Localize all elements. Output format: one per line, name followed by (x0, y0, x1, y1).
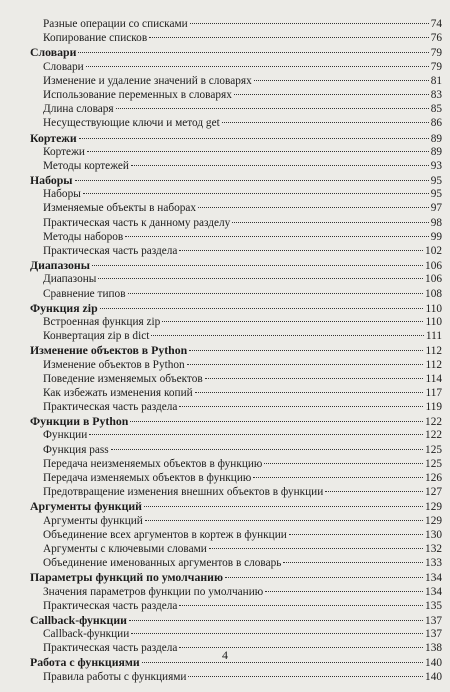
toc-entry-title: Практическая часть к данному разделу (43, 216, 231, 229)
toc-entry-title: Диапазоны (43, 273, 97, 286)
toc-entry-page: 81 (430, 74, 442, 87)
toc-entry-title: Разные операции со списками (43, 18, 188, 30)
toc-entry-title: Аргументы с ключевыми словами (43, 542, 207, 555)
toc-entry-title: Как избежать изменения копий (43, 386, 193, 399)
toc-chapter-entry (30, 570, 442, 584)
dot-leader (187, 364, 424, 365)
toc-entry-page: 129 (425, 501, 442, 514)
toc-entry-title: Наборы (43, 188, 81, 201)
toc-section-entry (30, 627, 442, 641)
toc-entry-page: 111 (425, 330, 442, 343)
toc-section-entry (30, 60, 442, 74)
toc-entry-title: Сравнение типов (43, 287, 126, 300)
dot-leader (234, 94, 429, 95)
toc-entry-page: 126 (425, 472, 442, 484)
toc-section-entry (30, 230, 442, 244)
dot-leader (253, 477, 423, 478)
toc-entry-title: Изменение объектов в Python (43, 358, 185, 371)
toc-entry-page: 79 (430, 60, 442, 73)
dot-leader (189, 350, 423, 351)
toc-entry-page: 86 (430, 117, 442, 130)
dot-leader (325, 491, 423, 492)
toc-chapter-entry (30, 613, 442, 627)
toc-entry-page: 122 (425, 416, 442, 429)
toc-entry-title: Значения параметров функции по умолчанию (43, 585, 264, 598)
dot-leader (162, 321, 423, 322)
toc-section-entry (30, 471, 442, 485)
toc-entry-title: Поведение изменяемых объектов (43, 372, 203, 385)
toc-entry-title: Аргументы функций (30, 499, 142, 514)
toc-entry-title: Кортежи (43, 145, 85, 158)
toc-entry-title: Словари (30, 45, 77, 60)
toc-entry-title: Практическая часть раздела (43, 401, 178, 414)
dot-leader (100, 308, 424, 309)
toc-entry-page: 114 (425, 372, 442, 385)
dot-leader (78, 52, 428, 53)
dot-leader (195, 392, 424, 393)
dot-leader (144, 506, 423, 507)
dot-leader (111, 449, 423, 450)
toc-entry-title: Передача изменяемых объектов в функцию (43, 472, 252, 484)
dot-leader (225, 577, 423, 578)
toc-entry-page: 135 (425, 599, 442, 612)
toc-section-entry (30, 542, 442, 556)
page-number: 4 (222, 648, 228, 662)
toc-entry-page: 119 (425, 401, 442, 414)
toc-entry-page: 74 (430, 18, 442, 30)
dot-leader (131, 633, 423, 634)
toc-section-entry (30, 386, 442, 400)
toc-entry-page: 97 (430, 202, 442, 215)
dot-leader (131, 165, 429, 166)
dot-leader (179, 605, 423, 606)
toc-chapter-entry (30, 258, 442, 272)
toc-section-entry (30, 201, 442, 215)
dot-leader (151, 335, 424, 336)
toc-chapter-entry (30, 343, 442, 357)
dot-leader (283, 562, 423, 563)
toc-chapter-entry (30, 173, 442, 187)
toc-entry-page: 133 (425, 557, 442, 570)
toc-section-entry (30, 514, 442, 528)
toc-section-entry (30, 400, 442, 414)
toc-entry-title: Изменение объектов в Python (30, 343, 188, 358)
dot-leader (86, 66, 429, 67)
toc-entry-page: 122 (425, 429, 442, 442)
toc-section-entry (30, 670, 442, 684)
toc-entry-title: Наборы (30, 173, 73, 188)
toc-entry-page: 79 (430, 47, 442, 60)
toc-entry-page: 125 (425, 457, 442, 470)
toc-entry-page: 110 (425, 315, 442, 328)
toc-entry-title: Методы наборов (43, 230, 124, 243)
toc-section-entry (30, 585, 442, 599)
dot-leader (209, 548, 423, 549)
toc-entry-title: Практическая часть раздела (43, 245, 178, 257)
dot-leader (188, 676, 423, 677)
toc-entry-page: 125 (425, 443, 442, 456)
toc-section-entry (30, 528, 442, 542)
dot-leader (265, 591, 423, 592)
toc-entry-page: 83 (430, 88, 442, 101)
dot-leader (179, 250, 423, 251)
toc-chapter-entry (30, 45, 442, 59)
toc-section-entry (30, 145, 442, 159)
toc-entry-title: Объединение всех аргументов в кортеж в функции (43, 528, 287, 541)
toc-entry-page: 112 (425, 358, 442, 371)
toc-section-entry (30, 272, 442, 286)
toc-entry-page: 95 (430, 188, 442, 201)
toc-section-entry (30, 428, 442, 442)
toc-section-entry (30, 315, 442, 329)
toc-entry-page: 134 (425, 572, 442, 585)
toc-entry-page: 85 (430, 103, 442, 116)
toc-entry-title: Кортежи (30, 130, 77, 145)
toc-entry-page: 89 (430, 132, 442, 145)
toc-section-entry (30, 74, 442, 88)
toc-entry-page: 129 (425, 514, 442, 527)
dot-leader (145, 520, 423, 521)
toc-section-entry (30, 116, 442, 130)
dot-leader (116, 108, 429, 109)
dot-leader (222, 122, 429, 123)
dot-leader (79, 138, 429, 139)
toc-entry-title: Функция pass (43, 443, 109, 456)
dot-leader (264, 463, 423, 464)
dot-leader (89, 434, 423, 435)
toc-entry-title: Параметры функций по умолчанию (30, 570, 223, 585)
dot-leader (205, 378, 424, 379)
toc-section-entry (30, 159, 442, 173)
toc-entry-title: Использование переменных в словарях (43, 88, 232, 101)
toc-entry-title: Предотвращение изменения внешних объектов в функции (43, 486, 324, 499)
toc-entry-title: Callback-функции (30, 612, 127, 627)
toc-entry-page: 130 (425, 528, 442, 541)
toc-entry-title: Передача неизменяемых объектов в функцию (43, 457, 263, 470)
toc-entry-title: Функции в Python (30, 414, 129, 429)
toc-entry-title: Практическая часть раздела (43, 642, 178, 655)
dot-leader (149, 37, 429, 38)
toc-entry-page: 132 (425, 542, 442, 555)
toc-section-entry (30, 216, 442, 230)
toc-entry-title: Функция zip (30, 300, 98, 315)
dot-leader (190, 23, 429, 24)
toc-section-entry (30, 102, 442, 116)
toc-section-entry (30, 31, 442, 45)
dot-leader (92, 265, 423, 266)
toc-section-entry (30, 358, 442, 372)
toc-entry-title: Копирование списков (43, 32, 148, 45)
toc-section-entry (30, 443, 442, 457)
toc-entry-title: Несуществующие ключи и метод get (43, 117, 220, 130)
toc-entry-page: 117 (425, 386, 442, 399)
dot-leader (289, 534, 423, 535)
toc-entry-page: 99 (430, 230, 442, 243)
toc-entry-title: Работа с функциями (30, 655, 140, 670)
toc-entry-title: Длина словаря (43, 103, 114, 116)
toc-entry-page: 140 (425, 657, 442, 670)
toc-entry-title: Аргументы функций (43, 514, 143, 527)
table-of-contents (30, 17, 442, 684)
toc-entry-page: 76 (430, 32, 442, 45)
toc-chapter-entry (30, 301, 442, 315)
dot-leader (83, 193, 429, 194)
toc-entry-title: Объединение именованных аргументов в словарь (43, 557, 282, 570)
toc-entry-title: Методы кортежей (43, 159, 129, 172)
toc-section-entry (30, 372, 442, 386)
dot-leader (129, 620, 423, 621)
toc-entry-page: 93 (430, 159, 442, 172)
dot-leader (98, 278, 423, 279)
toc-section-entry (30, 244, 442, 258)
toc-entry-title: Практическая часть раздела (43, 599, 178, 612)
dot-leader (87, 151, 429, 152)
toc-entry-page: 89 (430, 145, 442, 158)
toc-entry-title: Функции (43, 429, 88, 442)
toc-entry-page: 95 (430, 175, 442, 188)
dot-leader (254, 80, 429, 81)
toc-entry-title: Диапазоны (30, 258, 90, 273)
toc-entry-page: 98 (430, 216, 442, 229)
toc-section-entry (30, 88, 442, 102)
toc-entry-page: 134 (425, 585, 442, 598)
dot-leader (128, 293, 424, 294)
dot-leader (130, 421, 423, 422)
toc-entry-title: Конвертация zip в dict (43, 330, 150, 343)
toc-entry-page: 137 (425, 628, 442, 641)
toc-entry-title: Словари (43, 60, 84, 73)
toc-section-entry (30, 187, 442, 201)
toc-entry-page: 108 (425, 287, 442, 300)
toc-section-entry (30, 599, 442, 613)
toc-chapter-entry (30, 414, 442, 428)
toc-entry-page: 127 (425, 486, 442, 499)
toc-section-entry (30, 329, 442, 343)
toc-entry-page: 138 (425, 642, 442, 655)
toc-entry-page: 140 (425, 670, 442, 683)
toc-entry-page: 110 (425, 302, 442, 315)
toc-entry-title: Встроенная функция zip (43, 315, 161, 328)
toc-entry-title: Изменяемые объекты в наборах (43, 202, 197, 215)
dot-leader (75, 180, 429, 181)
toc-section-entry (30, 457, 442, 471)
toc-section-entry (30, 287, 442, 301)
toc-entry-title: Callback-функции (43, 628, 130, 641)
toc-entry-page: 106 (425, 273, 442, 286)
toc-chapter-entry (30, 131, 442, 145)
toc-section-entry (30, 485, 442, 499)
toc-entry-page: 112 (425, 345, 442, 358)
dot-leader (125, 236, 428, 237)
toc-entry-title: Правила работы с функциями (43, 670, 187, 683)
toc-entry-page: 102 (425, 245, 442, 257)
toc-section-entry (30, 556, 442, 570)
toc-section-entry (30, 17, 442, 31)
toc-entry-title: Изменение и удаление значений в словарях (43, 74, 252, 87)
toc-entry-page: 137 (425, 614, 442, 627)
dot-leader (179, 406, 423, 407)
toc-chapter-entry (30, 499, 442, 513)
dot-leader (198, 207, 429, 208)
toc-entry-page: 106 (425, 260, 442, 273)
dot-leader (232, 222, 428, 223)
